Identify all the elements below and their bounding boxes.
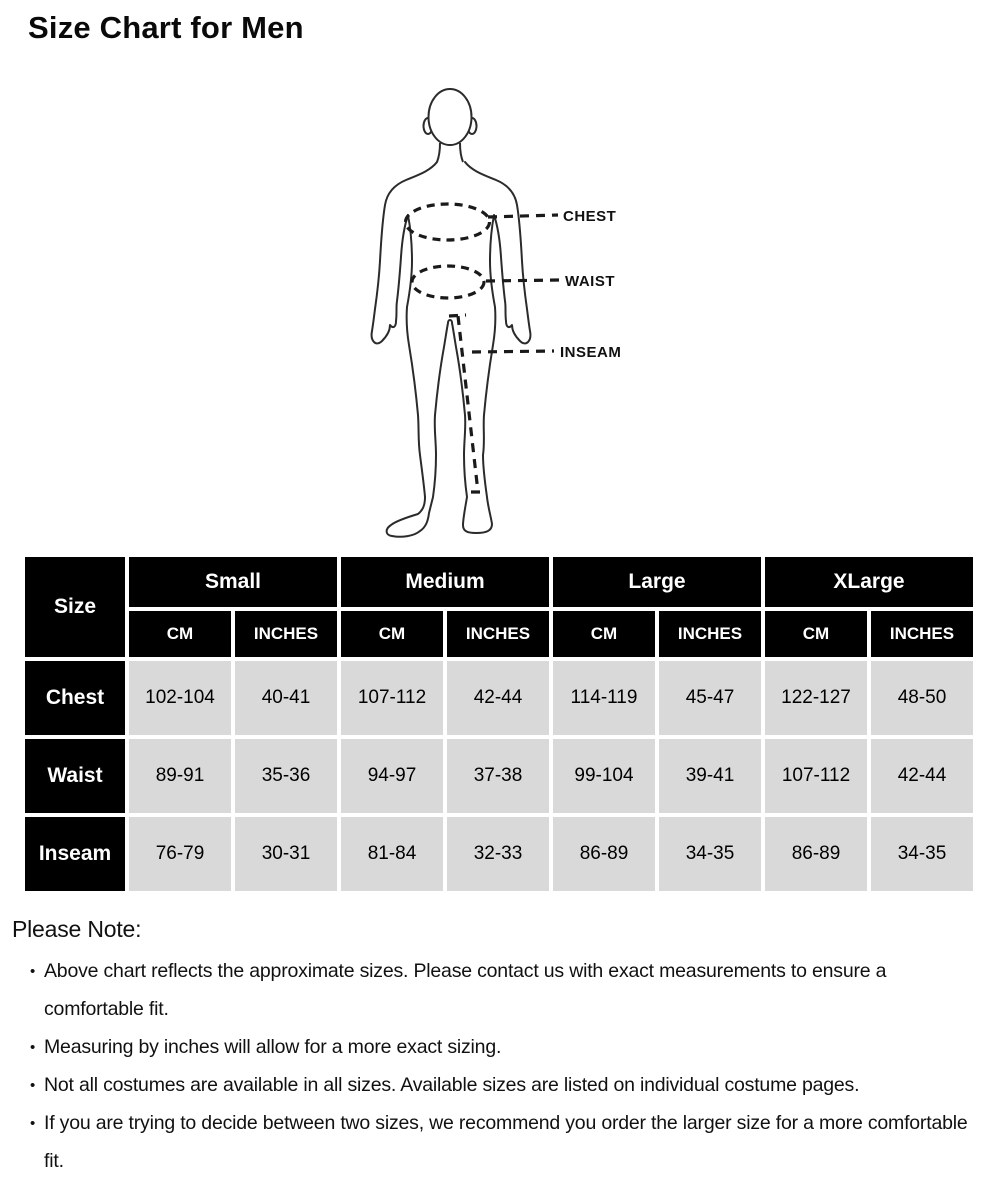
waist-small-inches: 35-36 [235,739,337,813]
body-measurement-diagram [330,85,670,540]
inseam-xlarge-inches: 34-35 [871,817,973,891]
unit-header-large-cm: CM [553,611,655,657]
size-corner-header: Size [25,557,125,657]
inseam-label: INSEAM [560,344,622,361]
note-item-between-sizes: • If you are trying to decide between two sizes, we recommend you order the larger size for a more comfortable fit. [30,1104,982,1180]
row-label-waist: Waist [25,739,125,813]
chest-small-cm: 102-104 [129,661,231,735]
chest-xlarge-inches: 48-50 [871,661,973,735]
size-group-xlarge: XLarge [765,557,973,607]
unit-header-row [25,611,973,657]
unit-header-xlarge-cm: CM [765,611,867,657]
notes-section [12,916,982,1180]
unit-header-large-inches: INCHES [659,611,761,657]
table-row-chest [25,661,973,735]
waist-small-cm: 89-91 [129,739,231,813]
waist-xlarge-inches: 42-44 [871,739,973,813]
chest-small-inches: 40-41 [235,661,337,735]
unit-header-small-inches: INCHES [235,611,337,657]
waist-leader-line [486,280,560,281]
chest-xlarge-cm: 122-127 [765,661,867,735]
size-group-large: Large [553,557,761,607]
male-body-outline [372,162,531,537]
row-label-chest: Chest [25,661,125,735]
chest-large-cm: 114-119 [553,661,655,735]
unit-header-small-cm: CM [129,611,231,657]
chest-medium-cm: 107-112 [341,661,443,735]
size-group-header-row [25,557,973,607]
inseam-xlarge-cm: 86-89 [765,817,867,891]
notes-list [12,952,982,1180]
waist-large-cm: 99-104 [553,739,655,813]
inseam-large-cm: 86-89 [553,817,655,891]
inseam-medium-inches: 32-33 [447,817,549,891]
table-row-inseam [25,817,973,891]
chest-large-inches: 45-47 [659,661,761,735]
note-item-availability: • Not all costumes are available in all sizes. Available sizes are listed on individual costume pages. [30,1066,982,1104]
unit-header-medium-inches: INCHES [447,611,549,657]
waist-large-inches: 39-41 [659,739,761,813]
inseam-small-inches: 30-31 [235,817,337,891]
table-row-waist [25,739,973,813]
inseam-small-cm: 76-79 [129,817,231,891]
note-item-approximate-sizes: • Above chart reflects the approximate sizes. Please contact us with exact measurements to ensure a comfortable fit. [30,952,982,1028]
inseam-medium-cm: 81-84 [341,817,443,891]
unit-header-xlarge-inches: INCHES [871,611,973,657]
male-figure-svg [330,85,670,540]
waist-label: WAIST [565,273,615,290]
chest-label: CHEST [563,208,617,225]
page-title: Size Chart for Men [28,10,304,45]
notes-heading: Please Note: [12,916,142,942]
note-item-measuring-inches: • Measuring by inches will allow for a more exact sizing. [30,1028,982,1066]
head-outline [429,89,472,145]
chest-medium-inches: 42-44 [447,661,549,735]
size-chart-table [21,553,977,895]
unit-header-medium-cm: CM [341,611,443,657]
size-group-small: Small [129,557,337,607]
row-label-inseam: Inseam [25,817,125,891]
waist-medium-inches: 37-38 [447,739,549,813]
inseam-large-inches: 34-35 [659,817,761,891]
waist-medium-cm: 94-97 [341,739,443,813]
waist-xlarge-cm: 107-112 [765,739,867,813]
size-group-medium: Medium [341,557,549,607]
